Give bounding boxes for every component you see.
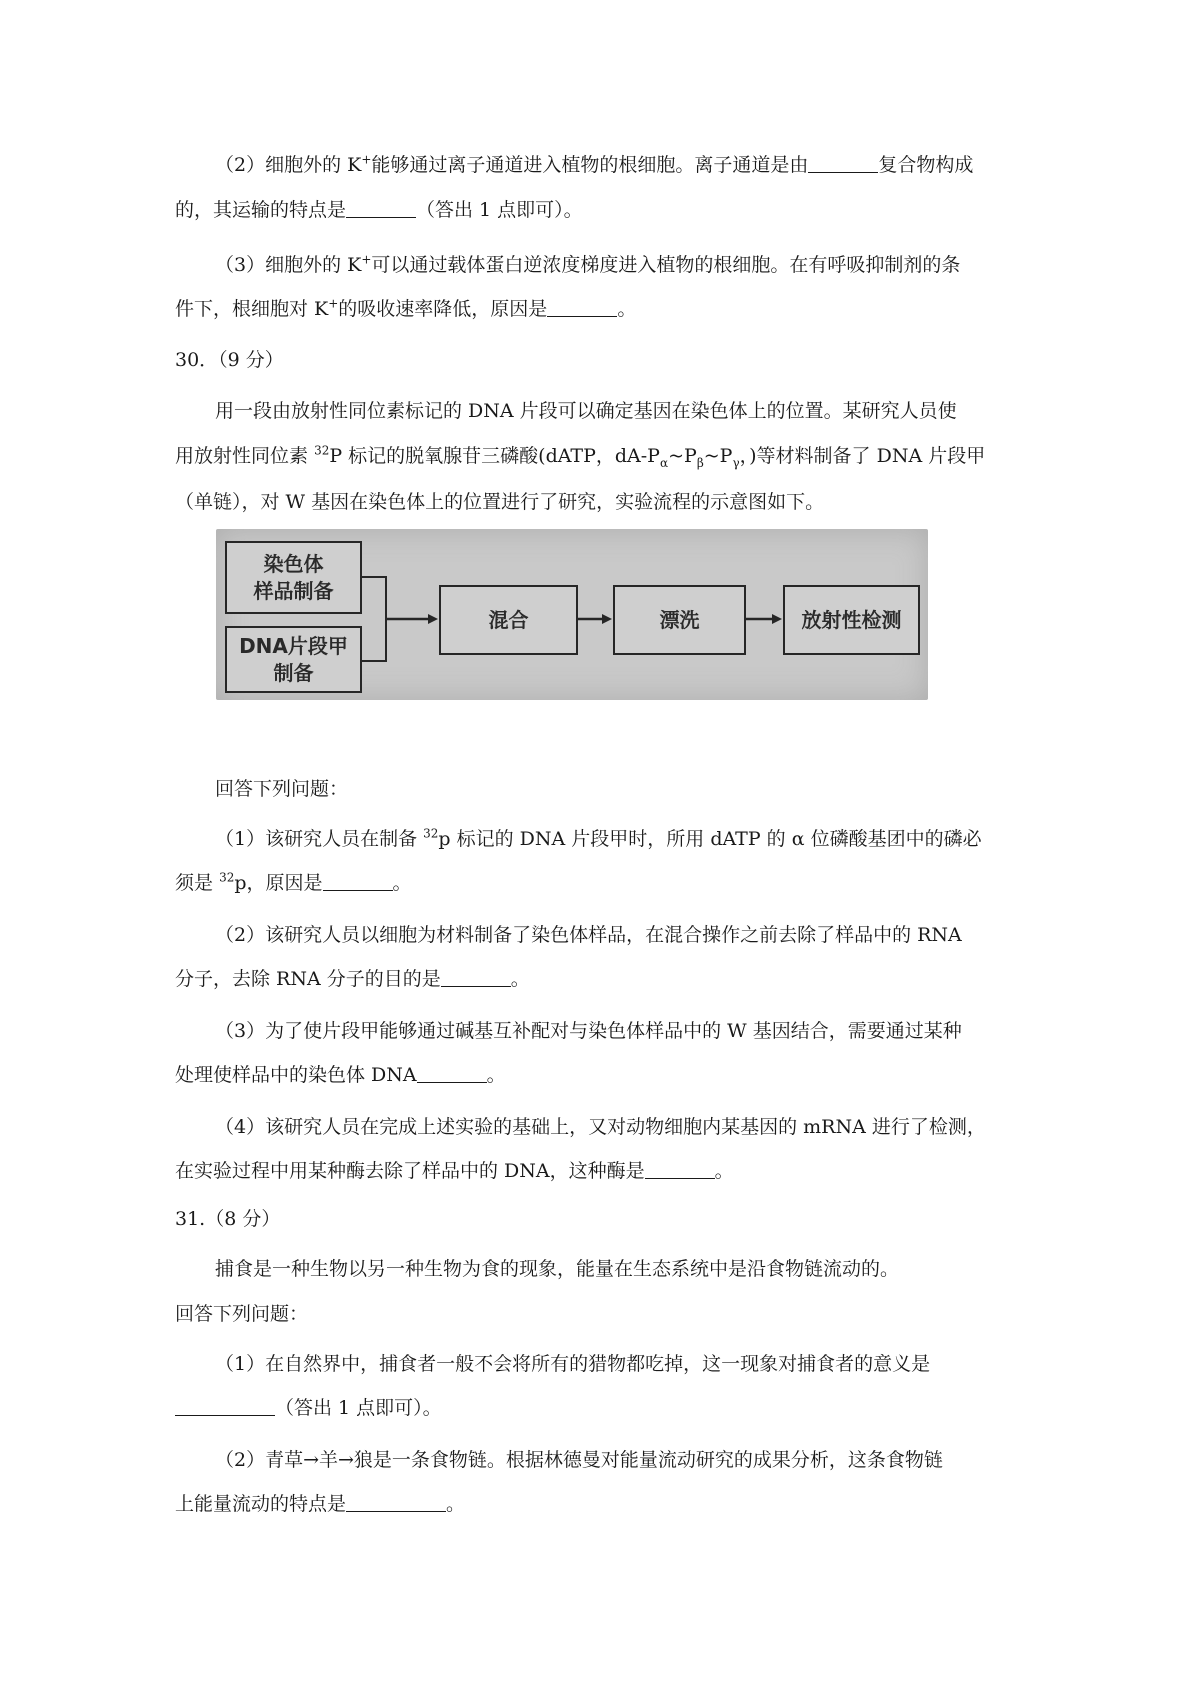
dna-fragment-box: DNA片段甲 制备 — [225, 626, 362, 693]
answer-blank[interactable] — [417, 1064, 487, 1083]
q30-sub1-line1: （1）该研究人员在制备 $^{32}$p 标记的 DNA 片段甲时，所用 dATP 的 α 位磷酸基团中的磷必 — [215, 826, 982, 850]
q30-sub4-line1: （4）该研究人员在完成上述实验的基础上，又对动物细胞内某基因的 mRNA 进行了检测， — [215, 1116, 986, 1138]
q31-sub1-line2: （答出 1 点即可）。 — [175, 1395, 1035, 1421]
experiment-flow-diagram — [216, 529, 928, 700]
q31-sub2-line2: 上能量流动的特点是 。 — [175, 1493, 466, 1515]
q29-part2-line2: 的，其运输的特点是 （答出 1 点即可）。 — [175, 199, 583, 221]
arrowhead-icon — [772, 614, 782, 624]
q30-intro-line2: 用放射性同位素 $^{32}$P 标记的脱氧腺苷三磷酸(dATP，$dA-P_\alpha\sim P_\beta\sim P_\gamma$，)等材料制备了 DNA 片段甲 — [175, 443, 986, 470]
radioactivity-detection-box: 放射性检测 — [783, 585, 920, 655]
chromosome-sample-box: 染色体 样品制备 — [225, 541, 362, 614]
q29-part2-line1: （2）细胞外的 K+能够通过离子通道进入植物的根细胞。离子通道是由 复合物构成 — [215, 152, 974, 176]
q29-part3-line1: （3）细胞外的 K+可以通过载体蛋白逆浓度梯度进入植物的根细胞。在有呼吸抑制剂的条 — [215, 252, 961, 276]
q30-intro-line3: （单链），对 W 基因在染色体上的位置进行了研究，实验流程的示意图如下。 — [175, 491, 825, 513]
q31-sub1-line1: （1）在自然界中，捕食者一般不会将所有的猎物都吃掉，这一现象对捕食者的意义是 — [215, 1353, 931, 1375]
answer-blank[interactable] — [346, 199, 416, 218]
mix-box: 混合 — [439, 585, 578, 655]
q30-sub3-line2: 处理使样品中的染色体 DNA 。 — [175, 1064, 506, 1086]
rinse-box: 漂洗 — [613, 585, 746, 655]
answer-blank[interactable] — [441, 968, 511, 987]
answer-blank[interactable] — [547, 298, 617, 317]
answer-blank[interactable] — [175, 1397, 275, 1416]
arrowhead-icon — [428, 614, 438, 624]
q30-sub2-line1: （2）该研究人员以细胞为材料制备了染色体样品，在混合操作之前去除了样品中的 RNA — [215, 924, 962, 946]
answer-blank[interactable] — [346, 1493, 446, 1512]
arrowhead-icon — [602, 614, 612, 624]
answer-blank[interactable] — [808, 154, 878, 173]
q30-intro-line1: 用一段由放射性同位素标记的 DNA 片段可以确定基因在染色体上的位置。某研究人员使 — [215, 400, 957, 422]
answer-blank[interactable] — [645, 1160, 715, 1179]
q31-intro: 捕食是一种生物以另一种生物为食的现象，能量在生态系统中是沿食物链流动的。 — [215, 1258, 900, 1280]
q30-sub1-line2: 须是 $^{32}$p，原因是 。 — [175, 870, 412, 894]
q30-sub3-line1: （3）为了使片段甲能够通过碱基互补配对与染色体样品中的 W 基因结合，需要通过某种 — [215, 1020, 962, 1042]
q30-sub4-line2: 在实验过程中用某种酶去除了样品中的 DNA，这种酶是 。 — [175, 1160, 734, 1182]
answer-blank[interactable] — [323, 872, 393, 891]
q30-sub2-line2: 分子，去除 RNA 分子的目的是 。 — [175, 968, 530, 990]
q31-prompt: 回答下列问题： — [175, 1303, 309, 1325]
q31-sub2-line1: （2）青草→羊→狼是一条食物链。根据林德曼对能量流动研究的成果分析，这条食物链 — [215, 1449, 943, 1471]
q30-prompt: 回答下列问题： — [215, 778, 349, 800]
q30-heading: 30．（9 分） — [175, 349, 284, 371]
q31-heading: 31.（8 分） — [175, 1208, 281, 1230]
q29-part3-line2: 件下，根细胞对 K+的吸收速率降低，原因是 。 — [175, 296, 637, 320]
